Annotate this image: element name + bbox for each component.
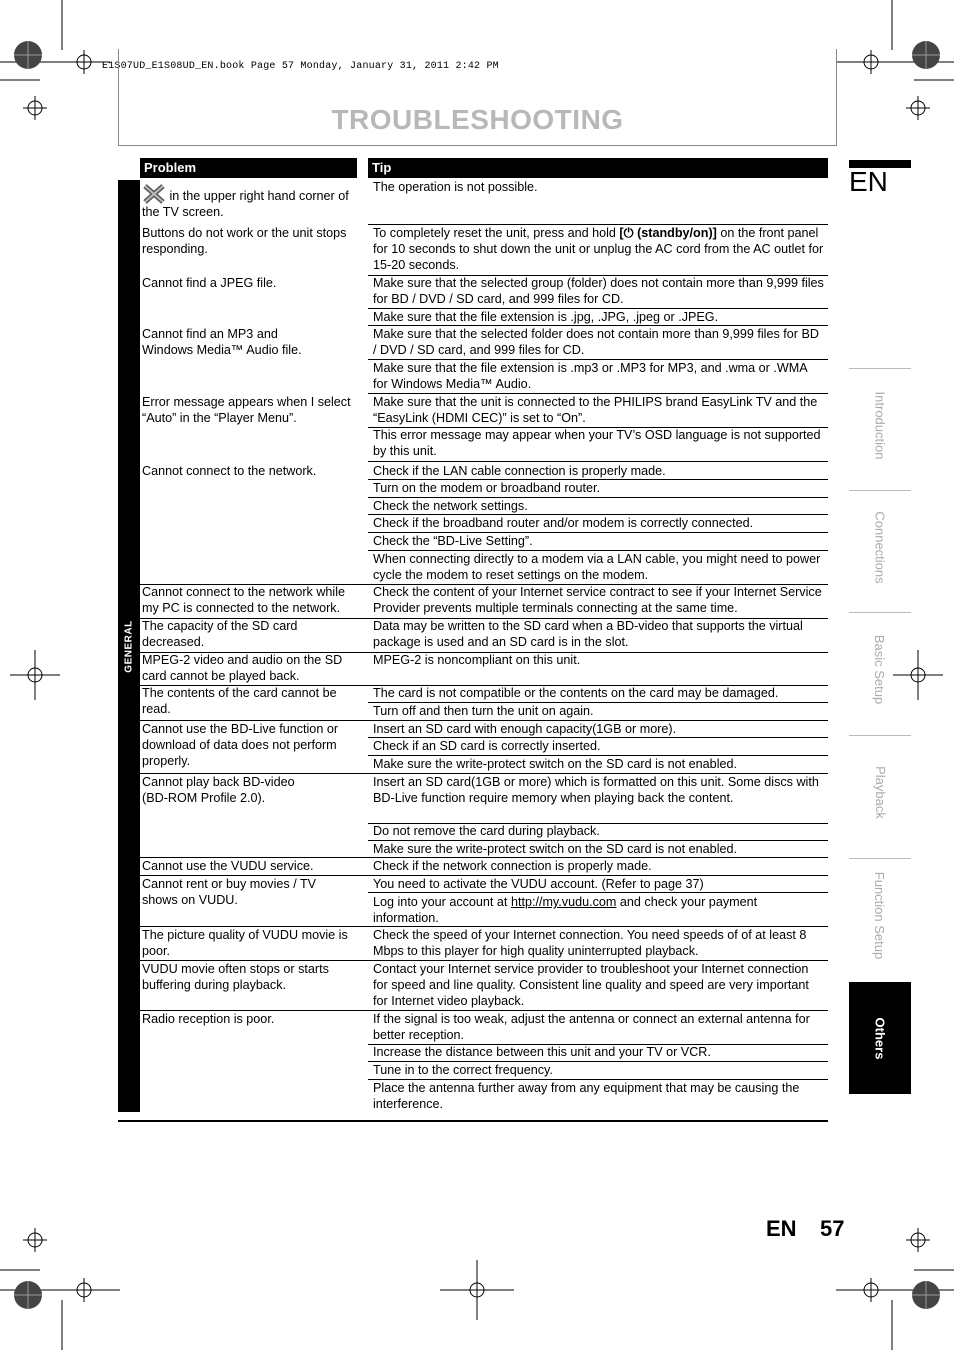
table-row-tip: If the signal is too weak, adjust the antenna or connect an external antenna for better reception.	[373, 1012, 810, 1042]
print-header: E1S07UD_E1S08UD_EN.book Page 57 Monday, January 31, 2011 2:42 PM	[102, 61, 499, 72]
table-row-tip: Do not remove the card during playback.	[373, 824, 600, 838]
table-row-tip: Make sure the write-protect switch on the SD card is not enabled.	[373, 842, 737, 856]
table-row-problem: Radio reception is poor.	[142, 1012, 275, 1026]
table-row-problem: Cannot connect to the network.	[142, 464, 317, 478]
table-row-problem: MPEG-2 video and audio on the SD card cannot be played back.	[142, 653, 343, 683]
row-divider	[368, 892, 828, 893]
table-row-tip: Check if an SD card is correctly inserted.	[373, 739, 601, 753]
table-row-tip: Increase the distance between this unit and your TV or VCR.	[373, 1045, 711, 1059]
table-row-tip: Check the network settings.	[373, 499, 528, 513]
tab-function-setup[interactable]: Function Setup	[849, 858, 911, 971]
lang-indicator: EN	[849, 166, 888, 197]
vudu-link[interactable]: http://my.vudu.com	[510, 895, 617, 909]
table-row-problem: Buttons do not work or the unit stops responding.	[142, 226, 347, 256]
table-row-problem: The capacity of the SD card decreased.	[142, 619, 298, 649]
table-row-tip: You need to activate the VUDU account. (Refer to page 37)	[373, 877, 704, 891]
tab-introduction[interactable]: Introduction	[849, 368, 911, 481]
table-row-problem: Cannot use the VUDU service.	[142, 859, 314, 873]
table-row-tip: Contact your Internet service provider to troubleshoot your Internet connection for speed and line quality. Consistent line quality and speed are very important for Internet video playback.	[373, 962, 809, 1008]
table-row-tip: Make sure that the file extension is .mp3 or .MP3 for MP3, and .wma or .WMA for Windows Media™ Audio.	[373, 361, 807, 391]
tab-connections[interactable]: Connections	[849, 490, 911, 603]
table-row-tip: Check the speed of your Internet connection. You need speeds of of at least 8 Mbps to this player for high quality uninterrupted playback.	[373, 928, 807, 958]
table-row-tip: Make sure that the selected folder does not contain more than 9,999 files for BD / DVD / SD card, and 999 files for CD.	[373, 327, 819, 357]
table-row-tip: Insert an SD card(1GB or more) which is formatted on this unit. Some discs with BD-Live function require memory when playing back the content.	[373, 775, 819, 805]
table-row-tip: Place the antenna further away from any equipment that may be causing the interference.	[373, 1081, 800, 1111]
tab-playback[interactable]: Playback	[849, 735, 911, 848]
table-bottom-rule	[118, 1120, 828, 1122]
table-row-problem: Cannot find a JPEG file.	[142, 276, 277, 290]
table-row-problem: Cannot find an MP3 and Windows Media™ Audio file.	[142, 327, 302, 357]
table-row-tip: Make sure that the unit is connected to the PHILIPS brand EasyLink TV and the “EasyLink (HDMI CEC)” is set to “On”.	[373, 395, 818, 425]
table-row-problem: Cannot rent or buy movies / TV shows on VUDU.	[142, 877, 317, 907]
table-row-tip: Check if the broadband router and/or modem is correctly connected.	[373, 516, 754, 530]
table-row-tip: Make sure that the file extension is .jpg, .JPG, .jpeg or .JPEG.	[373, 310, 719, 324]
table-row-tip: Make sure the write-protect switch on the SD card is not enabled.	[373, 757, 737, 771]
table-row-tip: To completely reset the unit, press and hold [⏻ (standby/on)] on the front panel for 10 seconds to shut down the unit or unplug the AC cord from the AC outlet for 15-20 seconds.	[373, 226, 824, 272]
table-row-tip: Turn off and then turn the unit on again.	[373, 704, 594, 718]
table-row-problem: Error message appears when I select “Auto” in the “Player Menu”.	[142, 395, 351, 425]
table-row-tip: Check the content of your Internet service contract to see if your Internet Service Provider prevents multiple terminals connecting at the same time.	[373, 585, 822, 615]
table-row-tip: The operation is not possible.	[373, 180, 538, 194]
table-row-problem: Cannot play back BD-video (BD-ROM Profile 2.0).	[142, 775, 295, 805]
table-row-tip: Check if the LAN cable connection is properly made.	[373, 464, 666, 478]
cross-mark-icon	[142, 184, 166, 204]
table-row-problem: Cannot connect to the network while my PC is connected to the network.	[142, 585, 346, 615]
page-title: TROUBLESHOOTING	[331, 104, 624, 135]
table-row-problem: Cannot use the BD-Live function or download of data does not perform properly.	[142, 722, 339, 768]
column-header-tip: Tip	[368, 158, 828, 178]
table-row-problem: The contents of the card cannot be read.	[142, 686, 337, 716]
table-row-tip: When connecting directly to a modem via a LAN cable, you might need to power cycle the modem to reset settings on the modem.	[373, 552, 821, 582]
table-row-tip: Check the “BD-Live Setting”.	[373, 534, 533, 548]
tab-basic-setup[interactable]: Basic Setup	[849, 612, 911, 725]
footer-lang: EN	[766, 1216, 797, 1241]
table-row-tip: This error message may appear when your TV’s OSD language is not supported by this unit.	[373, 428, 821, 458]
page-number: 57	[820, 1216, 845, 1241]
section-label: GENERAL	[123, 619, 135, 673]
table-row-tip: Turn on the modem or broadband router.	[373, 481, 601, 495]
table-row-tip: MPEG-2 is noncompliant on this unit.	[373, 653, 581, 667]
table-row-tip: Log into your account at http://my.vudu.com and check your payment information.	[373, 895, 758, 925]
table-row-problem: The picture quality of VUDU movie is poor.	[142, 928, 348, 958]
tab-others[interactable]: Others	[849, 982, 911, 1094]
table-row-problem: VUDU movie often stops or starts buffering during playback.	[142, 962, 329, 992]
table-row-problem: in the upper right hand corner of the TV screen.	[142, 184, 357, 220]
column-header-problem: Problem	[140, 158, 357, 178]
table-row-tip: Data may be written to the SD card when a BD-video that supports the virtual package is used and an SD card is in the slot.	[373, 619, 803, 649]
table-row-tip: Insert an SD card with enough capacity(1GB or more).	[373, 722, 677, 736]
table-row-tip: Check if the network connection is properly made.	[373, 859, 652, 873]
table-row-tip: Tune in to the correct frequency.	[373, 1063, 553, 1077]
table-row-tip: The card is not compatible or the contents on the card may be damaged.	[373, 686, 779, 700]
table-row-tip: Make sure that the selected group (folder) does not contain more than 9,999 files for BD / DVD / SD card, and 999 files for CD.	[373, 276, 824, 306]
row-divider	[368, 461, 828, 462]
